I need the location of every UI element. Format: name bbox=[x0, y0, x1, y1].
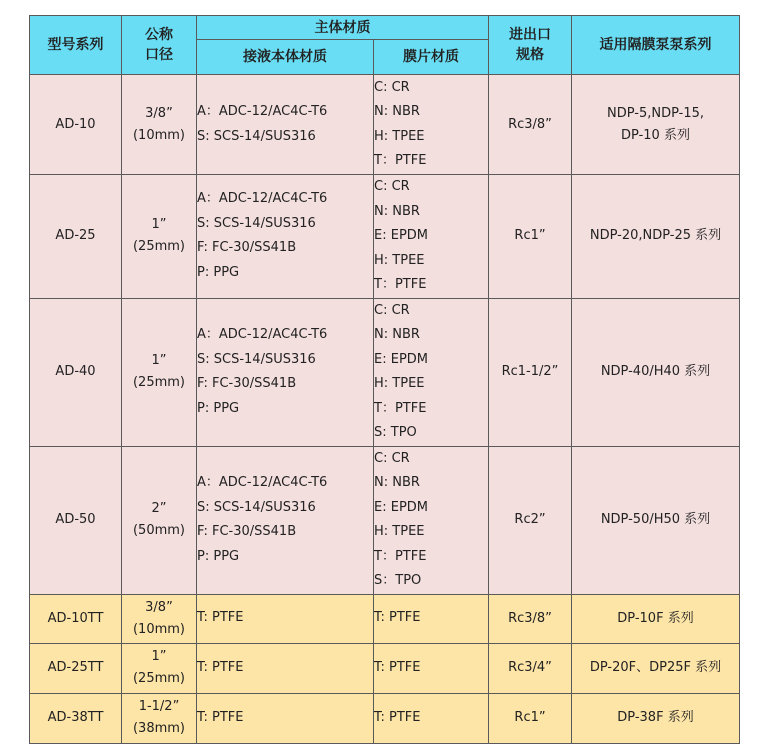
header-pump: 适用隔膜泵泵系列 bbox=[572, 16, 740, 75]
material-line: C: CR bbox=[374, 302, 410, 318]
body-material-cell bbox=[197, 643, 374, 693]
material-line: S: TPO bbox=[374, 425, 417, 440]
table-row bbox=[30, 693, 740, 743]
body-material-cell bbox=[197, 446, 374, 594]
header-diameter bbox=[122, 16, 197, 75]
material-line: E: EPDM bbox=[374, 228, 429, 243]
header-main-material: 主体材质 bbox=[197, 16, 489, 40]
diaphragm-material-cell bbox=[374, 446, 489, 594]
body-material-cell bbox=[197, 594, 374, 643]
size-cell bbox=[122, 693, 197, 743]
size-line: (25mm) bbox=[132, 375, 185, 390]
size-line: 1” bbox=[151, 353, 167, 368]
pump-line: NDP-20,NDP-25 系列 bbox=[589, 228, 722, 244]
diaphragm-material-cell bbox=[374, 75, 489, 175]
material-line: S: SCS-14/SUS316 bbox=[197, 499, 316, 515]
material-line: P: PPG bbox=[197, 548, 240, 564]
material-line: S：TPO bbox=[374, 573, 422, 588]
material-line: C: CR bbox=[374, 450, 410, 466]
pump-cell bbox=[572, 693, 740, 743]
material-line: P: PPG bbox=[197, 400, 240, 416]
size-line: 1” bbox=[151, 649, 167, 664]
pump-cell bbox=[572, 594, 740, 643]
material-line: T: PTFE bbox=[197, 659, 244, 675]
pump-line: NDP-40/H40 系列 bbox=[600, 364, 711, 379]
body-material-cell bbox=[197, 175, 374, 299]
size-line: 2” bbox=[151, 501, 167, 516]
diaphragm-material-cell bbox=[374, 594, 489, 643]
body-material-cell bbox=[197, 75, 374, 175]
table-row bbox=[30, 446, 740, 594]
material-line: A：ADC-12/AC4C-T6 bbox=[197, 475, 328, 490]
material-line: F: FC-30/SS41B bbox=[197, 376, 297, 391]
size-line: 3/8” bbox=[145, 599, 173, 615]
port-cell: Rc3/8” bbox=[489, 594, 572, 643]
model-cell: AD-38TT bbox=[30, 693, 122, 743]
material-line: T: PTFE bbox=[374, 659, 421, 675]
port-cell: Rc1-1/2” bbox=[489, 298, 572, 446]
material-line: N: NBR bbox=[374, 104, 420, 119]
size-line: (25mm) bbox=[132, 671, 185, 686]
size-cell bbox=[122, 643, 197, 693]
size-line: (50mm) bbox=[132, 523, 185, 538]
material-line: H: TPEE bbox=[374, 524, 425, 539]
table-row bbox=[30, 75, 740, 175]
diaphragm-material-cell bbox=[374, 643, 489, 693]
header-port-line: 规格 bbox=[516, 47, 544, 63]
model-cell: AD-10TT bbox=[30, 594, 122, 643]
material-line: T: PTFE bbox=[197, 709, 244, 725]
material-line: T: PTFE bbox=[374, 709, 421, 725]
material-line: C: CR bbox=[374, 179, 410, 194]
model-cell: AD-40 bbox=[30, 298, 122, 446]
table-row bbox=[30, 643, 740, 693]
material-line: S: SCS-14/SUS316 bbox=[197, 215, 316, 231]
header-diameter-line: 口径 bbox=[145, 47, 173, 63]
diaphragm-material-cell bbox=[374, 693, 489, 743]
material-line: P: PPG bbox=[197, 264, 240, 280]
size-cell bbox=[122, 446, 197, 594]
model-cell: AD-25TT bbox=[30, 643, 122, 693]
diaphragm-material-cell bbox=[374, 175, 489, 299]
table-row bbox=[30, 594, 740, 643]
pump-line: DP-20F、DP25F 系列 bbox=[589, 660, 722, 675]
table-row bbox=[30, 175, 740, 299]
port-cell: Rc3/8” bbox=[489, 75, 572, 175]
material-line: S: SCS-14/SUS316 bbox=[197, 128, 316, 144]
pump-line: DP-10 系列 bbox=[621, 127, 690, 143]
header-body-material: 接液本体材质 bbox=[197, 40, 374, 75]
diaphragm-material-cell bbox=[374, 298, 489, 446]
material-line: A：ADC-12/AC4C-T6 bbox=[197, 327, 328, 342]
material-line: F: FC-30/SS41B bbox=[197, 240, 297, 256]
size-cell bbox=[122, 594, 197, 643]
model-cell: AD-10 bbox=[30, 75, 122, 175]
model-cell: AD-50 bbox=[30, 446, 122, 594]
material-line: N: NBR bbox=[374, 475, 420, 490]
material-line: A：ADC-12/AC4C-T6 bbox=[197, 104, 328, 119]
spec-table bbox=[29, 15, 740, 744]
pump-line: NDP-50/H50 系列 bbox=[600, 512, 711, 527]
material-line: T：PTFE bbox=[374, 548, 427, 564]
size-line: (25mm) bbox=[132, 239, 185, 255]
pump-line: DP-38F 系列 bbox=[617, 710, 694, 725]
size-cell bbox=[122, 75, 197, 175]
material-line: F: FC-30/SS41B bbox=[197, 524, 297, 539]
material-line: C: CR bbox=[374, 79, 410, 95]
size-line: 1-1/2” bbox=[138, 699, 180, 714]
pump-cell bbox=[572, 298, 740, 446]
material-line: N: NBR bbox=[374, 327, 420, 342]
material-line: H: TPEE bbox=[374, 252, 425, 268]
material-line: N: NBR bbox=[374, 203, 420, 219]
pump-line: DP-10F 系列 bbox=[617, 610, 694, 626]
material-line: H: TPEE bbox=[374, 376, 425, 391]
material-line: S: SCS-14/SUS316 bbox=[197, 351, 316, 367]
pump-cell bbox=[572, 643, 740, 693]
port-cell: Rc3/4” bbox=[489, 643, 572, 693]
material-line: E: EPDM bbox=[374, 351, 429, 367]
header-port-line: 进出口 bbox=[509, 27, 551, 43]
pump-cell bbox=[572, 75, 740, 175]
size-cell bbox=[122, 298, 197, 446]
body-material-cell bbox=[197, 693, 374, 743]
pump-cell bbox=[572, 446, 740, 594]
header-diaphragm-material: 膜片材质 bbox=[374, 40, 489, 75]
pump-line: NDP-5,NDP-15, bbox=[606, 105, 705, 121]
header-row bbox=[30, 16, 740, 40]
size-line: (38mm) bbox=[132, 721, 185, 736]
size-cell bbox=[122, 175, 197, 299]
port-cell: Rc2” bbox=[489, 446, 572, 594]
size-line: 3/8” bbox=[145, 105, 173, 121]
material-line: T: PTFE bbox=[374, 610, 421, 626]
header-port bbox=[489, 16, 572, 75]
pump-cell bbox=[572, 175, 740, 299]
material-line: T：PTFE bbox=[374, 400, 427, 416]
material-line: T: PTFE bbox=[197, 610, 244, 626]
model-cell: AD-25 bbox=[30, 175, 122, 299]
port-cell: Rc1” bbox=[489, 693, 572, 743]
port-cell: Rc1” bbox=[489, 175, 572, 299]
material-line: A：ADC-12/AC4C-T6 bbox=[197, 191, 328, 207]
body-material-cell bbox=[197, 298, 374, 446]
size-line: (10mm) bbox=[132, 621, 185, 637]
material-line: H: TPEE bbox=[374, 128, 425, 144]
header-model: 型号系列 bbox=[30, 16, 122, 75]
size-line: (10mm) bbox=[132, 127, 185, 143]
size-line: 1” bbox=[151, 217, 167, 233]
material-line: E: EPDM bbox=[374, 499, 429, 515]
table-row bbox=[30, 298, 740, 446]
material-line: T：PTFE bbox=[374, 153, 427, 168]
material-line: T：PTFE bbox=[374, 277, 427, 292]
header-diameter-line: 公称 bbox=[145, 27, 173, 43]
